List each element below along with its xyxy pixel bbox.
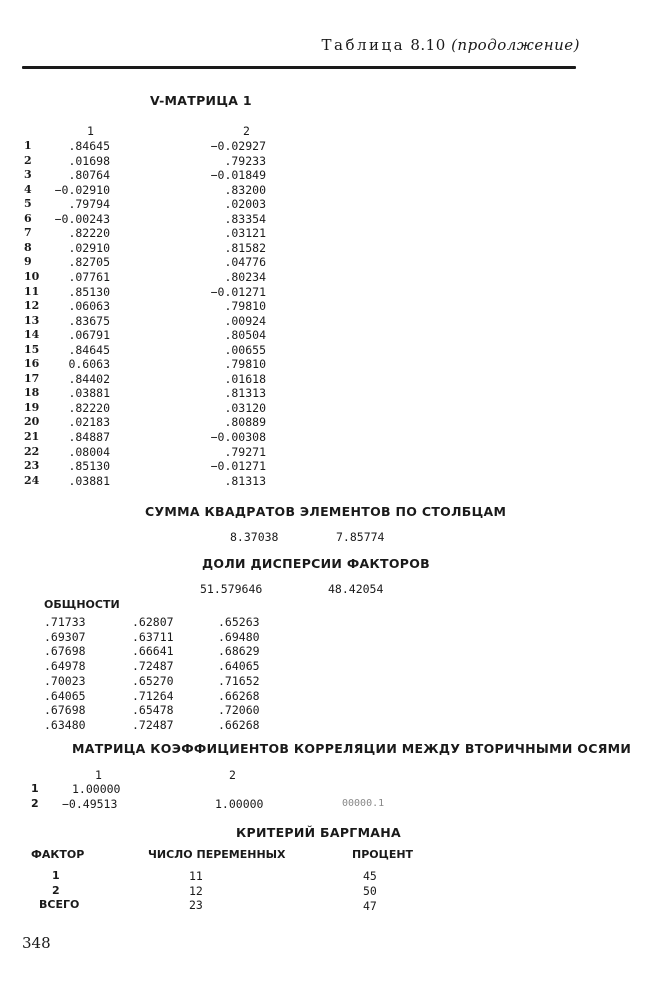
header-rule — [22, 66, 576, 69]
vmatrix-row — [0, 270, 400, 285]
vmatrix-cell-factor-1: .80764 — [68, 168, 110, 183]
vmatrix-cell-factor-1: .82705 — [68, 255, 110, 270]
vmatrix-row-index: 11 — [24, 284, 40, 298]
vmatrix-cell-factor-1: .82220 — [68, 400, 110, 415]
vmatrix-cell-factor-1: .02183 — [68, 415, 110, 430]
vmatrix-cell-factor-1: .85130 — [68, 459, 110, 474]
corr-cell: 1.00000 — [215, 797, 264, 811]
continued-label: (продолжение) — [451, 36, 580, 54]
vmatrix-row-index: 18 — [24, 386, 40, 400]
corr-col-header-1: 1 — [95, 768, 102, 782]
vmatrix-row-index: 8 — [24, 240, 32, 254]
vmatrix-row — [0, 430, 400, 445]
corr-cell: 1.00000 — [72, 782, 121, 796]
vmatrix-row-index: 5 — [24, 197, 32, 211]
vmatrix-cell-factor-2: .03121 — [224, 226, 266, 241]
communality-cell: .72060 — [218, 703, 260, 718]
vmatrix-row — [0, 401, 400, 416]
page-number: 348 — [22, 934, 51, 952]
vmatrix-cell-factor-2: .81582 — [224, 240, 266, 255]
communality-cell: .64065 — [44, 688, 86, 703]
corr-row-index: 1 — [31, 782, 39, 795]
vmatrix-row — [0, 285, 400, 300]
vmatrix-cell-factor-2: .79271 — [224, 444, 266, 459]
vmatrix-cell-factor-1: .82220 — [68, 226, 110, 241]
vmatrix-row — [0, 139, 400, 154]
vmatrix-cell-factor-2: .02003 — [224, 197, 266, 212]
vmatrix-cell-factor-1: .83675 — [68, 313, 110, 328]
vmatrix-row-index: 9 — [24, 255, 32, 269]
vmatrix-cell-factor-1: .85130 — [68, 284, 110, 299]
communality-cell: .71264 — [132, 688, 174, 703]
bargman-vars: 23 — [189, 898, 203, 912]
vmatrix-cell-factor-1: .84887 — [68, 430, 110, 444]
vmatrix-row-index: 21 — [24, 430, 40, 443]
vmatrix-row — [0, 343, 400, 358]
table-word: Таблица — [321, 36, 406, 54]
communality-cell: .69307 — [44, 629, 86, 644]
corr-matrix-title: МАТРИЦА КОЭФФИЦИЕНТОВ КОРРЕЛЯЦИИ МЕЖДУ ВТОРИЧНЫМИ ОСЯМИ — [72, 741, 632, 756]
vmatrix-row-index: 14 — [24, 328, 40, 342]
vmatrix-cell-factor-1: .03881 — [68, 386, 110, 401]
vmatrix-cell-factor-2: .79810 — [224, 357, 266, 372]
vmatrix-cell-factor-1: .01698 — [68, 153, 110, 168]
communality-cell: .72487 — [132, 659, 174, 674]
vmatrix-row-index: 6 — [24, 211, 32, 225]
vmatrix-cell-factor-1: 0.6063 — [68, 357, 110, 372]
vmatrix-cell-factor-1: .08004 — [68, 444, 110, 459]
vmatrix-cell-factor-2: −0.01271 — [210, 284, 266, 299]
table-header — [322, 36, 581, 54]
table-number: 8.10 — [410, 36, 446, 54]
communality-cell: .72487 — [132, 717, 174, 732]
vmatrix-row-index: 13 — [24, 313, 40, 327]
bargman-percent: 47 — [363, 899, 377, 913]
communality-cell: .62807 — [132, 615, 174, 629]
vmatrix-row-index: 19 — [24, 400, 40, 414]
vmatrix-row — [0, 459, 400, 474]
vmatrix-cell-factor-1: .79794 — [68, 197, 110, 212]
vmatrix-cell-factor-2: .00924 — [224, 313, 266, 328]
vmatrix-cell-factor-2: .79233 — [224, 153, 266, 168]
variance-title: ДОЛИ ДИСПЕРСИИ ФАКТОРОВ — [202, 556, 430, 571]
communality-cell: .65263 — [218, 615, 260, 629]
communality-cell: .67698 — [44, 703, 86, 718]
vmatrix-row-index: 10 — [24, 269, 40, 283]
vmatrix-cell-factor-2: .80234 — [224, 269, 266, 284]
communality-cell: .65270 — [132, 673, 174, 688]
vmatrix-cell-factor-1: .84402 — [68, 371, 110, 386]
vmatrix-cell-factor-2: .01618 — [224, 371, 266, 386]
vmatrix-row — [0, 212, 400, 227]
vmatrix-cell-factor-2: .03120 — [224, 400, 266, 415]
vmatrix-row-index: 15 — [24, 342, 40, 356]
communality-cell: .63480 — [44, 717, 86, 732]
vmatrix-cell-factor-1: .07761 — [68, 269, 110, 284]
vmatrix-cell-factor-2: .80504 — [224, 328, 266, 343]
vmatrix-row-index: 4 — [24, 182, 32, 196]
vmatrix-cell-factor-2: −0.02927 — [210, 139, 266, 153]
vmatrix-row — [0, 255, 400, 270]
vmatrix-row — [0, 386, 400, 401]
bargman-title: КРИТЕРИЙ БАРГМАНА — [236, 825, 402, 840]
vmatrix-row — [0, 357, 400, 372]
communality-cell: .68629 — [218, 644, 260, 659]
vmatrix-row — [0, 154, 400, 169]
communality-cell: .67698 — [44, 644, 86, 659]
vmatrix-row — [0, 183, 400, 198]
bargman-vars: 12 — [189, 884, 203, 898]
vmatrix-cell-factor-1: .84645 — [68, 342, 110, 357]
vmatrix-row — [0, 445, 400, 460]
communality-cell: .65478 — [132, 703, 174, 718]
communality-cell: .66641 — [132, 644, 174, 659]
vmatrix-cell-factor-2: −0.01271 — [210, 459, 266, 474]
communality-cell: .66268 — [218, 717, 260, 732]
communality-cell: .71652 — [218, 673, 260, 688]
bargman-factor: 2 — [52, 884, 60, 897]
vmatrix-cell-factor-2: .83200 — [224, 182, 266, 197]
bargman-factor: 1 — [52, 869, 60, 882]
communality-cell: .71733 — [44, 615, 86, 629]
vmatrix-row-index: 20 — [24, 415, 40, 429]
vmatrix-row-index: 22 — [24, 444, 40, 458]
vmatrix-row — [0, 372, 400, 387]
faint-value: 00000.1 — [342, 798, 385, 809]
bargman-percent: 50 — [363, 884, 377, 898]
vmatrix-row — [0, 226, 400, 241]
vmatrix-row — [0, 474, 400, 489]
vmatrix-row — [0, 415, 400, 430]
vmatrix-cell-factor-1: −0.00243 — [54, 211, 110, 226]
vmatrix-cell-factor-2: .79810 — [224, 299, 266, 314]
vmatrix-row — [0, 328, 400, 343]
vmatrix-row — [0, 241, 400, 256]
vmatrix-cell-factor-1: .06791 — [68, 328, 110, 343]
bargman-header-vars: ЧИСЛО ПЕРЕМЕННЫХ — [148, 848, 286, 861]
communality-cell: .63711 — [132, 629, 174, 644]
vmatrix-row-index: 12 — [24, 299, 40, 313]
vmatrix-row — [0, 197, 400, 212]
variance-value-2: 48.42054 — [328, 582, 384, 596]
vmatrix-cell-factor-1: .02910 — [68, 240, 110, 255]
vmatrix-row-index: 23 — [24, 459, 40, 473]
sum-squares-title: СУММА КВАДРАТОВ ЭЛЕМЕНТОВ ПО СТОЛБЦАМ — [145, 504, 507, 519]
bargman-header-percent: ПРОЦЕНТ — [352, 848, 414, 861]
vmatrix-row — [0, 168, 400, 183]
vmatrix-row-index: 3 — [24, 168, 32, 182]
bargman-factor: ВСЕГО — [39, 898, 80, 911]
vmatrix-col-header-2: 2 — [243, 124, 250, 138]
communality-cell: .64978 — [44, 659, 86, 674]
communality-cell: .64065 — [218, 659, 260, 674]
vmatrix-cell-factor-2: .83354 — [224, 211, 266, 226]
sum-squares-value-2: 7.85774 — [336, 530, 385, 544]
communality-cell: .70023 — [44, 673, 86, 688]
vmatrix-cell-factor-2: −0.01849 — [210, 168, 266, 183]
vmatrix-col-header-1: 1 — [87, 124, 94, 138]
vmatrix-cell-factor-2: .04776 — [224, 255, 266, 270]
vmatrix-cell-factor-1: .84645 — [68, 139, 110, 153]
corr-col-header-2: 2 — [229, 768, 236, 782]
vmatrix-row-index: 2 — [24, 153, 32, 167]
vmatrix-cell-factor-2: −0.00308 — [210, 430, 266, 444]
vmatrix-cell-factor-2: .81313 — [224, 386, 266, 401]
sum-squares-value-1: 8.37038 — [230, 530, 279, 544]
bargman-vars: 11 — [189, 869, 203, 883]
vmatrix-cell-factor-2: .00655 — [224, 342, 266, 357]
vmatrix-cell-factor-2: .81313 — [224, 473, 266, 488]
vmatrix-row — [0, 314, 400, 329]
vmatrix-row — [0, 299, 400, 314]
vmatrix-row-index: 7 — [24, 226, 32, 240]
communalities-title: ОБЩНОСТИ — [44, 598, 120, 611]
vmatrix-cell-factor-2: .80889 — [224, 415, 266, 430]
corr-cell: −0.49513 — [62, 797, 118, 811]
vmatrix-cell-factor-1: .03881 — [68, 473, 110, 488]
variance-value-1: 51.579646 — [200, 582, 263, 596]
vmatrix-cell-factor-1: −0.02910 — [54, 182, 110, 197]
vmatrix-row-index: 24 — [24, 473, 40, 487]
vmatrix-cell-factor-1: .06063 — [68, 299, 110, 314]
vmatrix-row-index: 17 — [24, 371, 40, 385]
vmatrix-row-index: 1 — [24, 139, 32, 152]
vmatrix-title: V-МАТРИЦА 1 — [150, 93, 252, 108]
bargman-header-factor: ФАКТОР — [31, 848, 85, 861]
corr-row-index: 2 — [31, 797, 39, 810]
communality-cell: .66268 — [218, 688, 260, 703]
communality-cell: .69480 — [218, 629, 260, 644]
bargman-percent: 45 — [363, 869, 377, 883]
vmatrix-row-index: 16 — [24, 357, 40, 371]
